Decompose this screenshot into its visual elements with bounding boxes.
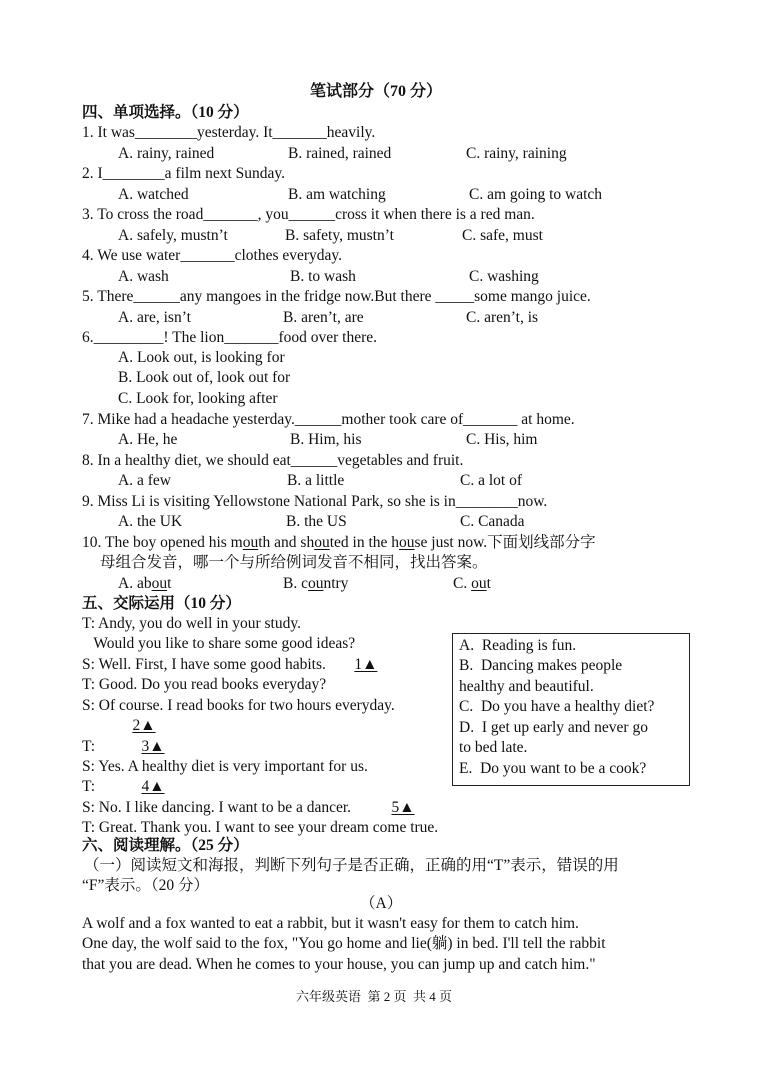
option-c: C. Canada [460,513,525,530]
section-heading-reading: 六、阅读理解。（25 分） [82,837,249,854]
option-c [453,574,491,594]
option-b: B. to wash [290,268,356,285]
box-option-b-cont: healthy and beautiful. [459,678,594,695]
option-a: A. the UK [118,513,183,530]
dialogue-line [82,737,193,757]
option-c: C. Look for, looking after [118,390,278,407]
answer-blank-3: 3▲ [141,738,165,755]
option-part: B. c [283,575,308,592]
section-heading-communication: 五、交际运用（10 分） [82,595,241,612]
passage-label: （A） [360,895,403,912]
answer-blank-2: 2▲ [132,717,156,734]
dialogue-text: T: [82,738,96,755]
option-c: C. safe, must [462,227,543,244]
option-c: C. a lot of [460,472,522,489]
dialogue-text: S: No. I like dancing. I want to be a dancer. [82,799,352,816]
dialogue-line: S: Of course. I read books for two hours everyday. [82,697,395,714]
question-stem: 6._________! The lion_______food over there. [82,329,378,346]
question-stem: 4. We use water_______clothes everyday. [82,247,343,264]
question-stem [82,533,596,553]
dialogue-line [82,777,193,797]
passage-line: A wolf and a fox wanted to eat a rabbit, but it wasn't easy for them to catch him. [82,915,579,932]
question-stem: 1. It was________yesterday. It_______heavily. [82,124,376,141]
underlined-letters: ou [242,534,259,551]
dialogue-line: Would you like to share some good ideas? [82,635,356,652]
option-b: B. Him, his [290,431,362,448]
underlined-letters: ou [314,534,330,551]
option-c: C. His, him [466,431,538,448]
box-option-c: C. Do you have a healthy diet? [459,698,655,715]
box-option-d-cont: to bed late. [459,739,528,756]
dialogue-line: T: Andy, you do well in your study. [82,615,301,632]
option-a: A. are, isn’t [118,309,191,326]
page-footer: 六年级英语 第 2 页 共 4 页 [296,989,453,1004]
section-heading-single-choice: 四、单项选择。（10 分） [82,104,249,121]
instructions: （一）阅读短文和海报，判断下列句子是否正确，正确的用“T”表示，错误的用 [84,857,619,874]
option-a: A. a few [118,472,171,489]
option-a: A. wash [118,268,169,285]
option-part: t [167,575,172,592]
dialogue-line [82,798,451,818]
box-option-e: E. Do you want to be a cook? [459,760,647,777]
option-part: C. [453,575,472,592]
answer-blank-1: 1▲ [354,656,378,673]
option-b: B. rained, rained [288,145,392,162]
option-a: A. watched [118,186,189,203]
option-a: A. Look out, is looking for [118,349,285,366]
question-stem: 7. Mike had a headache yesterday.______mother took care of_______ at home. [82,411,575,428]
question-stem: 3. To cross the road_______, you______cross it when there is a red man. [82,206,535,223]
option-a [118,574,171,594]
stem-part: ted in the h [329,534,400,551]
option-b: B. the US [286,513,347,530]
option-part: A. ab [118,575,152,592]
dialogue-line: T: Good. Do you read books everyday? [82,676,327,693]
option-b [283,574,348,594]
option-b: B. a little [287,472,345,489]
answer-blank-5: 5▲ [391,799,415,816]
passage-line: that you are dead. When he comes to your house, you can jump up and catch him." [82,956,596,973]
option-b: B. am watching [288,186,386,203]
box-option-d: D. I get up early and never go [459,719,648,736]
box-option-a: A. Reading is fun. [459,637,577,654]
underlined-letters: ou [151,575,168,592]
option-a: A. He, he [118,431,178,448]
underlined-letters: ou [471,575,487,592]
stem-part: th and sh [258,534,315,551]
option-a: A. rainy, rained [118,145,215,162]
stem-part: 10. The boy opened his m [82,534,243,551]
option-b: B. Look out of, look out for [118,369,291,386]
option-part: ntry [323,575,349,592]
question-stem: 5. There______any mangoes in the fridge now.But there _____some mango juice. [82,288,591,305]
option-c: C. rainy, raining [466,145,567,162]
option-c: C. am going to watch [469,186,603,203]
page-title: 笔试部分（70 分） [310,83,443,100]
option-b: B. safety, mustn’t [285,227,394,244]
box-option-b: B. Dancing makes people [459,657,623,674]
dialogue-line: T: Great. Thank you. I want to see your dream come true. [82,819,439,836]
passage-line: One day, the wolf said to the fox, "You go home and lie(躺) in bed. I'll tell the rabbit [82,935,606,952]
dialogue-line [82,655,398,675]
question-stem: 9. Miss Li is visiting Yellowstone National Park, so she is in________now. [82,493,548,510]
answer-blank-4: 4▲ [141,778,165,795]
dialogue-text: T: [82,778,96,795]
instructions-cont: “F”表示。（20 分） [82,877,210,894]
underlined-letters: ou [307,575,324,592]
option-c: C. aren’t, is [466,309,539,326]
option-b: B. aren’t, are [283,309,364,326]
question-stem: 8. In a healthy diet, we should eat______vegetables and fruit. [82,452,464,469]
dialogue-text: S: Well. First, I have some good habits. [82,656,326,673]
question-stem: 2. I________a film next Sunday. [82,165,286,182]
dialogue-line: S: Yes. A healthy diet is very important for us. [82,758,368,775]
option-a: A. safely, mustn’t [118,227,228,244]
stem-part: se just now.下面划线部分字 [414,534,596,551]
question-stem-cont: 母组合发音，哪一个与所给例词发音不相同，找出答案。 [100,554,488,571]
option-part: t [486,575,491,592]
option-c: C. washing [469,268,539,285]
underlined-letters: ou [399,534,415,551]
